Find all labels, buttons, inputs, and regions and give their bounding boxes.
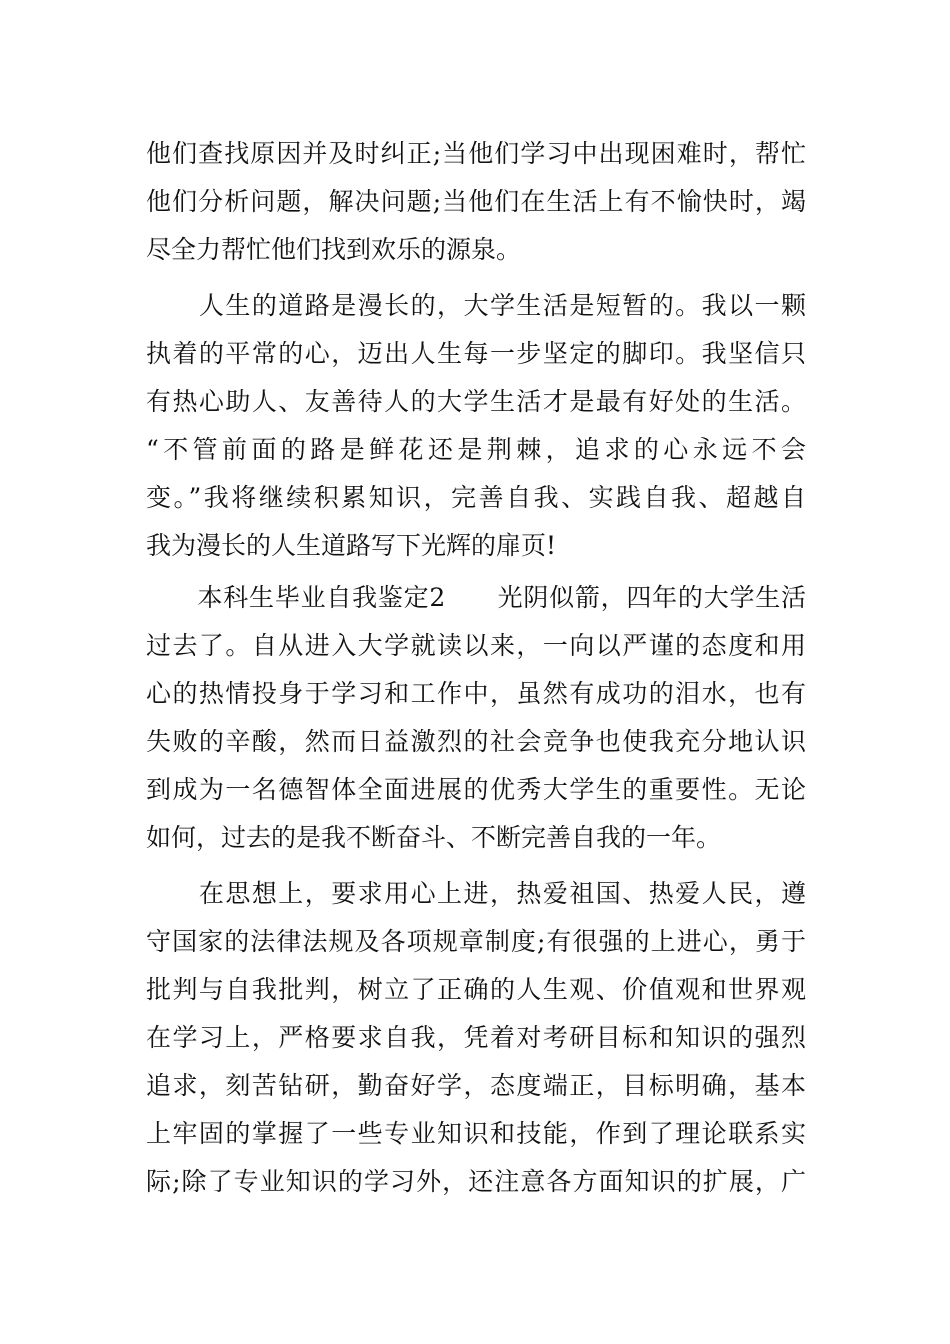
text-line: 失败的辛酸，然而日益激烈的社会竞争也使我充分地认识 (146, 727, 806, 756)
text-line: 在学习上，严格要求自我，凭着对考研目标和知识的强烈 (146, 1023, 806, 1052)
text-line: 执着的平常的心，迈出人生每一步坚定的脚印。我坚信只 (146, 339, 806, 368)
text-line: 有热心助人、友善待人的大学生活才是最有好处的生活。 (146, 387, 806, 416)
text-line: 尽全力帮忙他们找到欢乐的源泉。 (146, 235, 522, 264)
text-line: 他们分析问题，解决问题;当他们在生活上有不愉快时，竭 (146, 187, 806, 216)
text-line: 他们查找原因并及时纠正;当他们学习中出现困难时，帮忙 (146, 139, 806, 168)
text-line: 到成为一名德智体全面进展的优秀大学生的重要性。无论 (146, 775, 806, 804)
text-line: 际;除了专业知识的学习外，还注意各方面知识的扩展，广 (146, 1167, 806, 1196)
text-line: 本科生毕业自我鉴定2 光阴似箭，四年的大学生活 (146, 583, 806, 612)
text-line: 人生的道路是漫长的，大学生活是短暂的。我以一颗 (146, 291, 806, 320)
text-line: 批判与自我批判，树立了正确的人生观、价值观和世界观 (146, 975, 806, 1004)
text-line: “不管前面的路是鲜花还是荆棘，追求的心永远不会 (146, 435, 806, 464)
text-line: 守国家的法律法规及各项规章制度;有很强的上进心，勇于 (146, 927, 806, 956)
text-line: 变。”我将继续积累知识，完善自我、实践自我、超越自 (146, 483, 806, 512)
text-line: 追求，刻苦钻研，勤奋好学，态度端正，目标明确，基本 (146, 1071, 806, 1100)
text-line: 上牢固的掌握了一些专业知识和技能，作到了理论联系实 (146, 1119, 806, 1148)
text-line: 如何，过去的是我不断奋斗、不断完善自我的一年。 (146, 823, 722, 852)
text-line: 在思想上，要求用心上进，热爱祖国、热爱人民，遵 (146, 879, 806, 908)
document-body (146, 130, 806, 1206)
text-line: 心的热情投身于学习和工作中，虽然有成功的泪水，也有 (146, 679, 806, 708)
text-line: 过去了。自从进入大学就读以来，一向以严谨的态度和用 (146, 631, 806, 660)
text-line: 我为漫长的人生道路写下光辉的扉页! (146, 531, 557, 560)
